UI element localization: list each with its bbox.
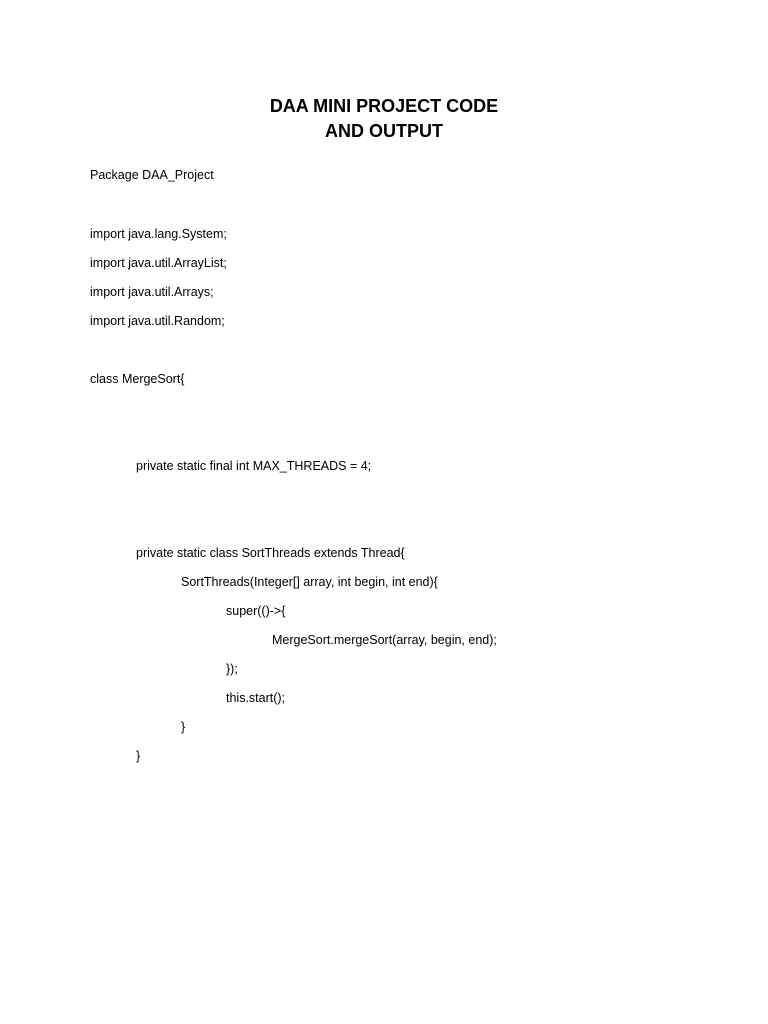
code-line-super: super(()->{ [226,604,286,618]
code-line-sortthreads-class: private static class SortThreads extends Thread{ [136,546,405,560]
code-line-import-arrays: import java.util.Arrays; [90,285,214,299]
code-line-import-system: import java.lang.System; [90,227,227,241]
code-line-package: Package DAA_Project [90,168,214,182]
code-line-sortthreads-constructor: SortThreads(Integer[] array, int begin, int end){ [181,575,438,589]
code-line-class-close: } [136,749,141,763]
code-line-mergesort-call: MergeSort.mergeSort(array, begin, end); [272,633,497,647]
document-title-line-1: DAA MINI PROJECT CODE [269,96,499,116]
code-line-import-random: import java.util.Random; [90,314,225,328]
code-line-import-arraylist: import java.util.ArrayList; [90,256,227,270]
document-title-line-2: AND OUTPUT [325,121,443,141]
code-line-max-threads: private static final int MAX_THREADS = 4; [136,459,372,473]
code-line-super-close: }); [226,662,238,676]
code-line-constructor-close: } [181,720,186,734]
code-line-class-mergesort: class MergeSort{ [90,372,185,386]
code-line-this-start: this.start(); [226,691,286,705]
